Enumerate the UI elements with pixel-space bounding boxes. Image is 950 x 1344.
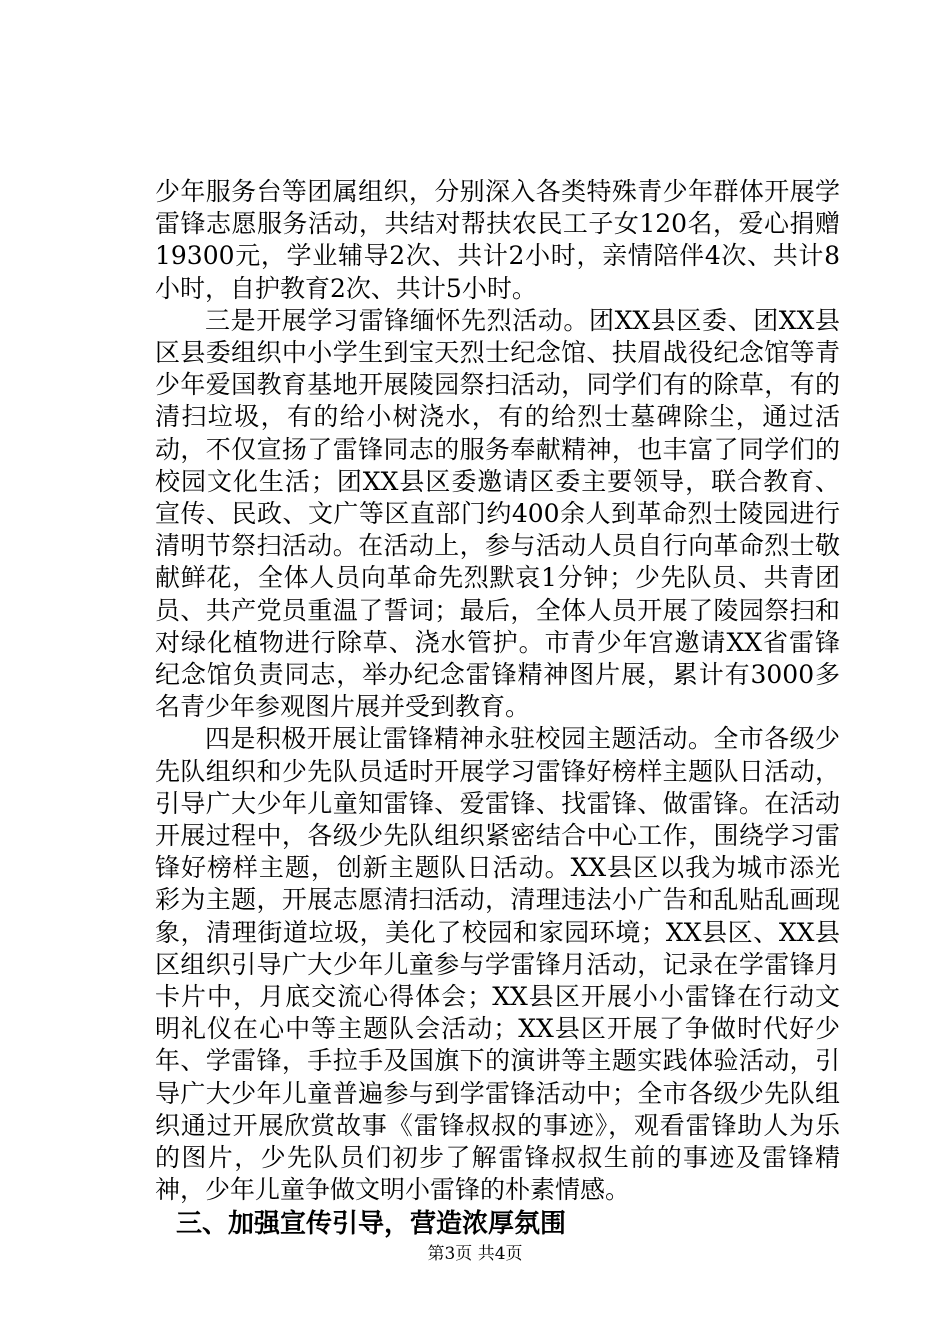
page-number-footer: 第3页 共4页 bbox=[427, 1244, 523, 1264]
paragraph-campus-activity: 四是积极开展让雷锋精神永驻校园主题活动。全市各级少先队组织和少先队员适时开展学习雷锋好榜样主题队日活动，引导广大少年儿童知雷锋、爱雷锋、找雷锋、做雷锋。在活动开展过程中，各级少先队组织紧密结合中心工作，围绕学习雷锋好榜样主题，创新主题队日活动。XX县区以我为城市添光彩为主题，开展志愿清扫活动，清理违法小广告和乱贴乱画现象，清理街道垃圾，美化了校园和家园环境；XX县区、XX县区组织引导广大少年儿童参与学雷锋月活动，记录在学雷锋月卡片中，月底交流心得体会；XX县区开展小小雷锋在行动文明礼仪在心中等主题队会活动；XX县区开展了争做时代好少年、学雷锋，手拉手及国旗下的演讲等主题实践体验活动，引导广大少年儿童普遍参与到学雷锋活动中；全市各级少先队组织通过开展欣赏故事《雷锋叔叔的事迹》，观看雷锋助人为乐的图片，少先队员们初步了解雷锋叔叔生前的事迹及雷锋精神，少年儿童争做文明小雷锋的朴素情感。 bbox=[155, 724, 840, 1205]
paragraph-continuation: 少年服务台等团属组织，分别深入各类特殊青少年群体开展学雷锋志愿服务活动，共结对帮扶农民工子女120名，爱心捐赠19300元，学业辅导2次、共计2小时，亲情陪伴4次、共计8小时，自护教育2次、共计5小时。 bbox=[155, 177, 840, 303]
document-body bbox=[155, 176, 840, 1241]
section-heading: 三、加强宣传引导，营造浓厚氛围 bbox=[176, 1208, 567, 1239]
paragraph-martyrs-activity: 三是开展学习雷锋缅怀先烈活动。团XX县区委、团XX县区县委组织中小学生到宝天烈士纪念馆、扶眉战役纪念馆等青少年爱国教育基地开展陵园祭扫活动，同学们有的除草，有的清扫垃圾，有的给小树浇水，有的给烈士墓碑除尘，通过活动，不仅宣扬了雷锋同志的服务奉献精神，也丰富了同学们的校园文化生活；团XX县区委邀请区委主要领导，联合教育、宣传、民政、文广等区直部门约400余人到革命烈士陵园进行清明节祭扫活动。在活动上，参与活动人员自行向革命烈士敬献鲜花，全体人员向革命先烈默哀1分钟；少先队员、共青团员、共产党员重温了誓词；最后，全体人员开展了陵园祭扫和对绿化植物进行除草、浇水管护。市青少年宫邀请XX省雷锋纪念馆负责同志，举办纪念雷锋精神图片展，累计有3000多名青少年参观图片展并受到教育。 bbox=[155, 305, 840, 722]
